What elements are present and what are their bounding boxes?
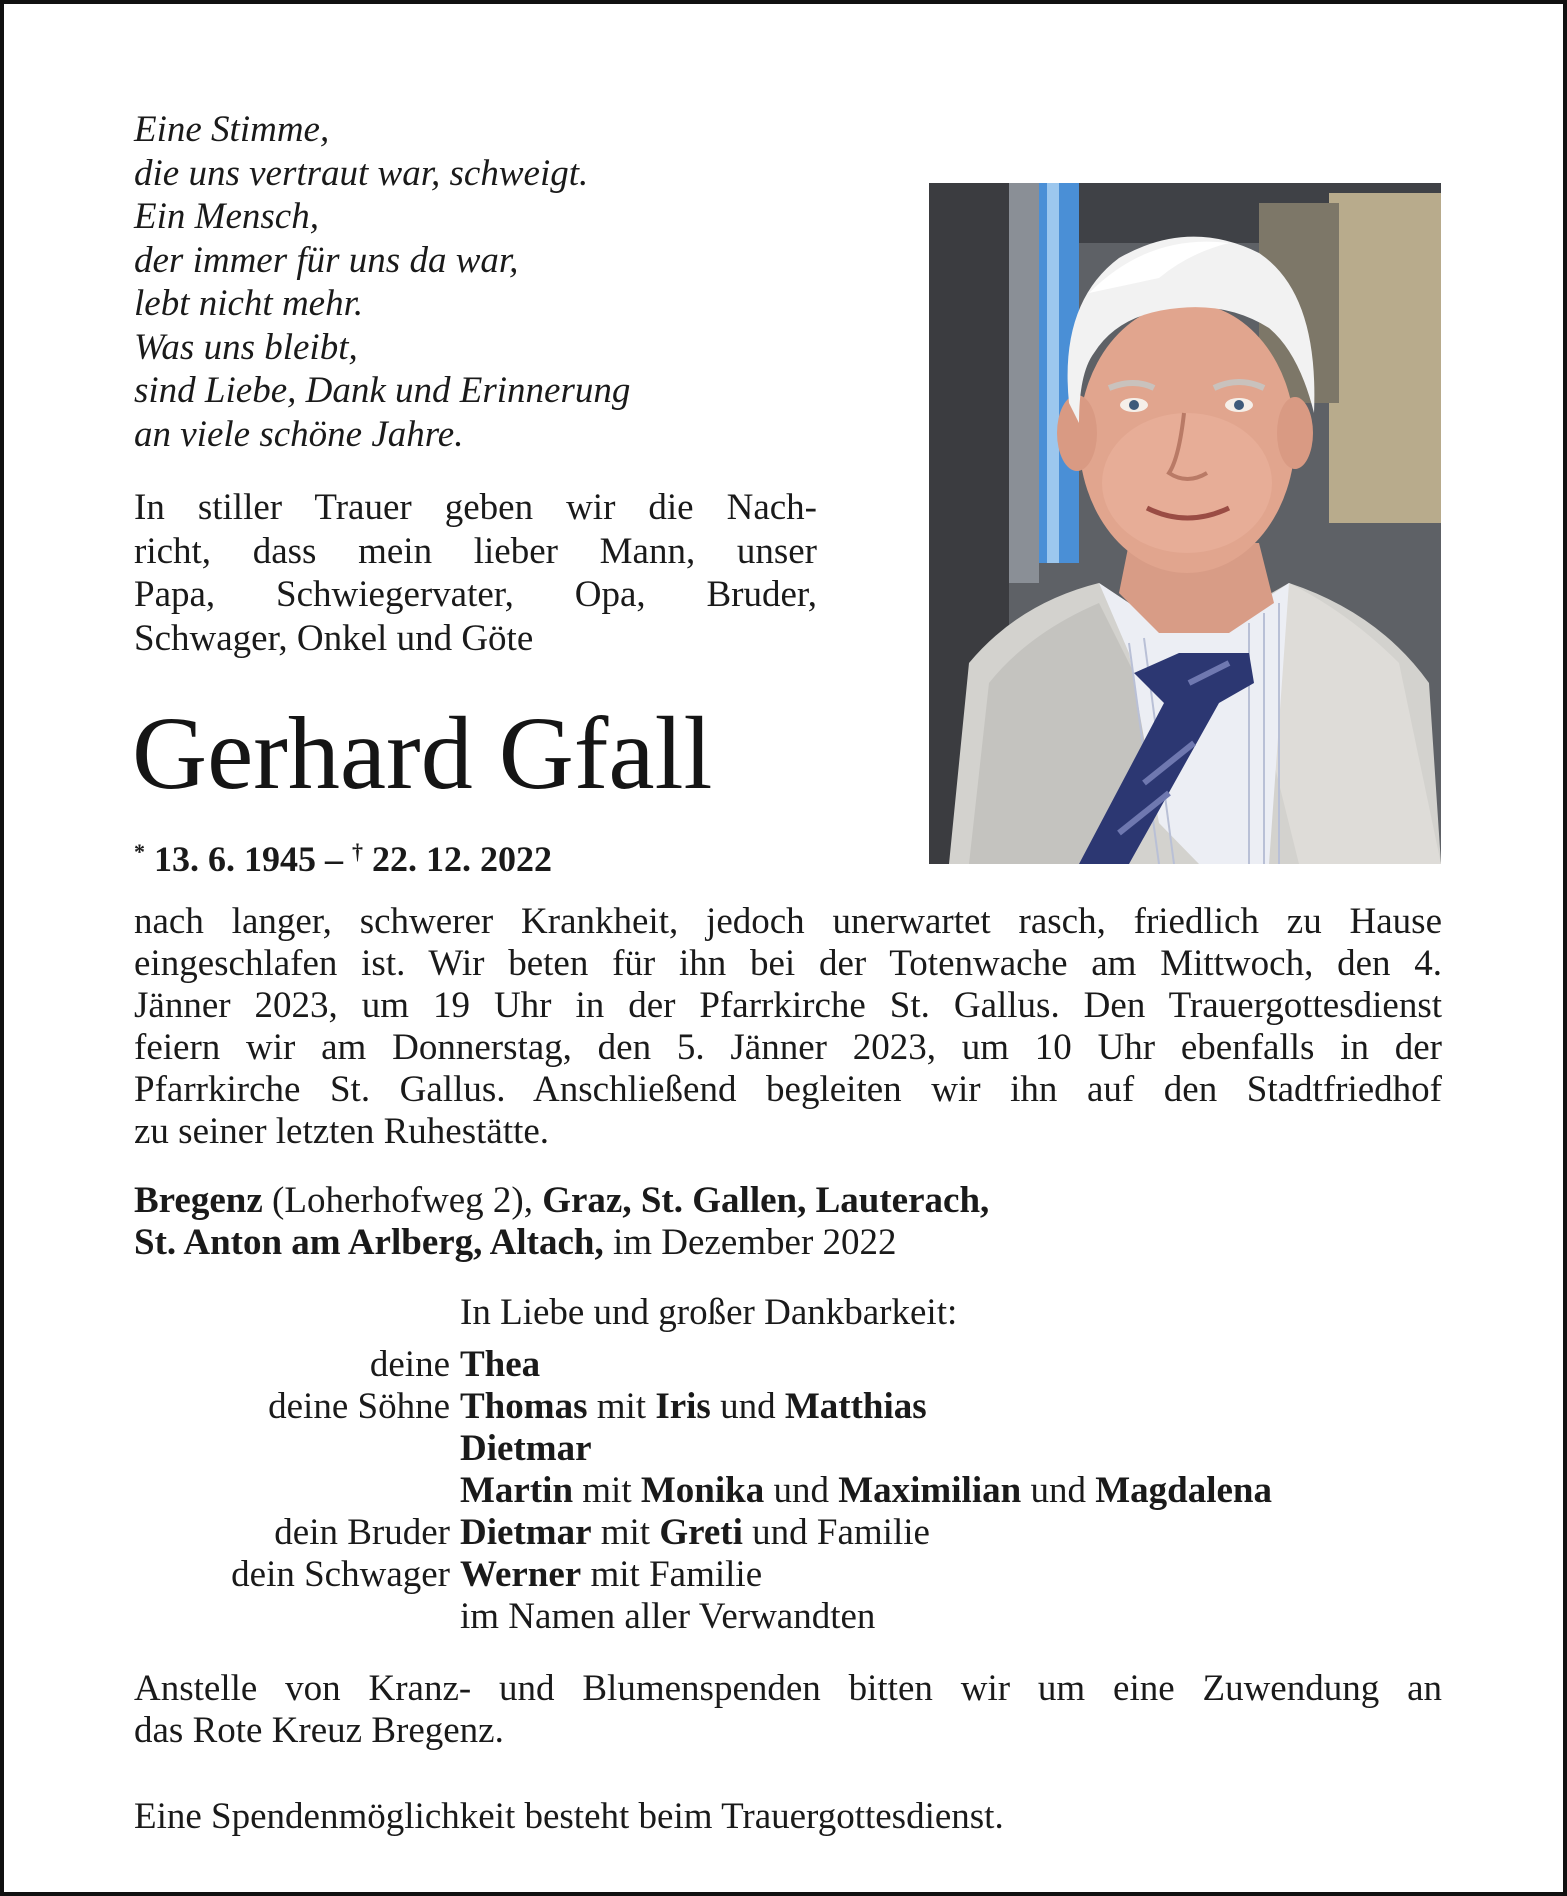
family-relation: dein Bruder [274,1512,450,1553]
donation-note [134,1668,1442,1752]
place-date: im Dezember 2022 [612,1222,897,1263]
body-line: zu seiner letzten Ruhestätte. [134,1111,550,1152]
place-city: Bregenz [134,1180,263,1221]
connector-text: und [720,1386,776,1427]
portrait-illustration [929,183,1441,864]
connector-text: und Familie [752,1512,930,1553]
family-name: Dietmar [460,1428,592,1469]
body-paragraph [134,901,1442,1153]
family-names [460,1470,1272,1512]
family-row [134,1470,1272,1512]
family-name: Thea [460,1344,541,1385]
place-others-1: Graz, St. Gallen, Lauterach, [542,1180,990,1221]
deceased-name: Gerhard Gfall [132,696,713,811]
birth-symbol: * [134,839,145,864]
family-row [134,1554,1272,1596]
intro-line: In stiller Trauer geben wir die Nach- [134,487,817,528]
family-relation: deine [369,1344,450,1385]
family-name: Werner [460,1554,582,1595]
family-row [134,1428,1272,1470]
family-name: Thomas [460,1386,588,1427]
family-name: Monika [640,1470,765,1511]
connector-text: und [1030,1470,1086,1511]
family-names [460,1428,592,1470]
family-name: Martin [460,1470,574,1511]
family-row [134,1596,1272,1638]
portrait-photo [929,183,1441,864]
family-name: Matthias [784,1386,927,1427]
family-relation: dein Schwager [231,1554,450,1595]
family-name: Maximilian [838,1470,1022,1511]
body-line: nach langer, schwerer Krankheit, jedoch unerwartet rasch, friedlich zu Hause [134,901,1442,942]
family-row [134,1512,1272,1554]
connector-text: mit [600,1512,651,1553]
note-line: das Rote Kreuz Bregenz. [134,1710,504,1751]
poem-line: Eine Stimme, [134,109,330,150]
body-line: feiern wir am Donnerstag, den 5. Jänner 2023, um 10 Uhr ebenfalls in der [134,1027,1442,1068]
poem [134,108,774,456]
death-symbol: † [352,839,363,864]
family-relation: deine Söhne [268,1386,450,1427]
life-dates [134,830,552,881]
connector-text: und [773,1470,829,1511]
family-list [134,1344,1272,1638]
poem-line: an viele schöne Jahre. [134,413,464,455]
family-row [134,1344,1272,1386]
intro-line: richt, dass mein lieber Mann, unser [134,530,817,572]
poem-line: sind Liebe, Dank und Erinnerung [134,370,631,411]
poem-line: Ein Mensch, [134,196,319,237]
family-names [460,1344,540,1386]
intro-line: Papa, Schwiegervater, Opa, Bruder, [134,574,817,615]
family-names [460,1512,930,1554]
death-date: 22. 12. 2022 [372,839,552,879]
note-line: Anstelle von Kranz- und Blumenspenden bitten wir um eine Zuwendung an [134,1668,1442,1709]
body-line: eingeschlafen ist. Wir beten für ihn bei der Totenwache am Mittwoch, den 4. [134,943,1442,984]
family-relation [134,1470,460,1512]
intro-line: Schwager, Onkel und Göte [134,617,534,659]
poem-line: lebt nicht mehr. [134,283,364,324]
poem-line: Was uns bleibt, [134,326,358,368]
connector-text: mit [596,1386,647,1427]
family-names [460,1386,927,1428]
donation-option-note: Eine Spendenmöglichkeit besteht beim Trauergottesdienst. [134,1796,1004,1837]
thanks-line: In Liebe und großer Dankbarkeit: [460,1292,958,1333]
place-and-date [134,1180,989,1264]
family-name: Greti [659,1512,743,1553]
family-relation [134,1428,460,1470]
place-others-2: St. Anton am Arlberg, Altach, [134,1222,604,1263]
body-line: Pfarrkirche St. Gallus. Anschließend begleiten wir ihn auf den Stadtfriedhof [134,1069,1442,1110]
family-name: Dietmar [460,1512,592,1553]
relatives-line: im Namen aller Verwandten [460,1596,876,1637]
poem-line: die uns vertraut war, schweigt. [134,152,589,194]
place-line-2 [134,1222,989,1264]
connector-text: mit Familie [590,1554,763,1595]
birth-date: 13. 6. 1945 [154,839,316,879]
family-name: Iris [655,1386,711,1427]
body-line: Jänner 2023, um 19 Uhr in der Pfarrkirche St. Gallus. Den Trauergottesdienst [134,985,1442,1026]
place-line-1 [134,1180,989,1222]
family-name: Magdalena [1095,1470,1272,1511]
date-dash: – [325,839,343,879]
family-names [460,1554,762,1596]
connector-text: mit [582,1470,632,1511]
poem-line: der immer für uns da war, [134,239,519,281]
family-row [134,1386,1272,1428]
intro-paragraph [134,486,817,660]
place-address: (Loherhofweg 2), [272,1180,533,1221]
family-relation [134,1596,460,1638]
